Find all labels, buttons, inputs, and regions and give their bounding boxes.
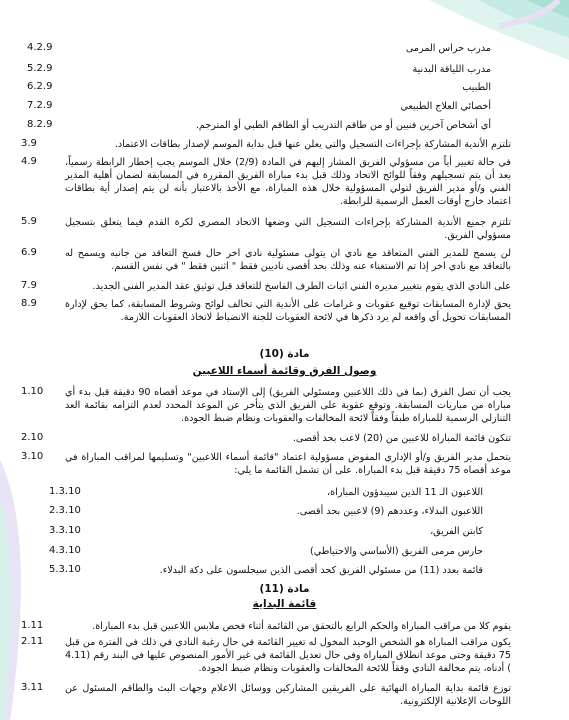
item-number: 1.3.10 <box>49 486 81 497</box>
item-number: 6.9 <box>21 247 37 258</box>
item-text: أي أشخاص آخرين فنيين أو من طاقم التدريب أو الطاقم الطبي أو المترجم. <box>195 120 491 131</box>
item-text: يقوم كلا من مراقب المباراة والحكم الرابع بالتحقق من القائمة أثناء فحص ملابس اللاعبين قبل بدء المباراة. <box>92 621 511 632</box>
item-number: 2.11 <box>21 636 44 647</box>
list-item <box>49 545 483 558</box>
item-number: 6.2.9 <box>27 81 53 92</box>
list-item <box>21 682 511 708</box>
item-text: تلتزم جميع الأندية المشاركة بإجراءات التسجيل التي وضعها الاتحاد المصري لكرة القدم فيما يتعلق بتسجيل مسؤولي الفريق. <box>65 217 511 241</box>
item-text: اللاعبون البدلاء، وعددهم (9) لاعبين بحد أقصى. <box>296 506 483 517</box>
list-item <box>27 119 491 132</box>
list-item <box>49 525 483 538</box>
item-text: مدرب اللياقة البدنية <box>412 64 491 75</box>
item-text: اللاعبون الـ 11 الذين سيبدؤون المباراة، <box>327 487 483 498</box>
list-item <box>21 451 511 477</box>
article-title: مادة (10) <box>259 348 310 360</box>
item-text: يحق لإدارة المسابقات توقيع عقوبات و غرامات على الأندية التي تخالف لوائح وشروط المسابقة، كما يحق لإدارة المسابقات تحويل أي واقعه لم يرد ذكرها في لائحة العقوبات للجنة الانضباط لاتخاذ العقوبات اللازمة. <box>65 299 511 323</box>
list-item <box>21 432 511 445</box>
item-text: الطبيب <box>462 82 491 93</box>
item-number: 2.3.10 <box>49 505 81 516</box>
list-item <box>27 63 491 76</box>
item-text: تتكون قائمة المباراة للاعبين من (20) لاعب بحد أقصى. <box>292 433 511 444</box>
item-text: توزع قائمة بداية المباراة النهائية على الفريقين المشاركين ووسائل الاعلام وجهات البث والطاقم المسئول عن اللوحات الإعلانية الإلكترونية. <box>65 683 511 707</box>
item-text: يجب أن تصل الفرق (بما في ذلك اللاعبين ومسئولي الفريق) إلى الإستاد في موعد أقصاه 90 دقيقة قبل بدء أي مباراة من مباريات المسابقة. وتوقع عقوبة على الفريق الذي يتأخر عن الموعد المحدد لعدم التزامه بقائمة العد التنازلي الرسمية للمباراة طبقاً وفقاً لائحة المخالفات والعقوبات ونظام ضبط الجودة. <box>65 387 512 424</box>
item-number: 5.2.9 <box>27 63 53 74</box>
item-text: لن يسمح للمدير الفني المتعاقد مع نادي ان يتولى مسئولية نادي اخر حال فسخ التعاقد من جانبه ويسمح له بالتعاقد مع نادي اخر إذا تم الاستغناء عنه وذلك بحد أقصى ناديين فقط " اثنين فقط " في نفس القسم. <box>65 248 511 272</box>
item-number: 5.9 <box>21 216 37 227</box>
item-number: 8.9 <box>21 298 37 309</box>
list-item <box>21 636 511 675</box>
item-number: 4.3.10 <box>49 545 81 556</box>
item-number: 2.10 <box>21 432 44 443</box>
item-number: 7.9 <box>21 280 37 291</box>
item-number: 3.10 <box>21 451 44 462</box>
list-item <box>27 81 491 94</box>
list-item <box>21 138 511 151</box>
item-text: يتحمل مدير الفريق و/أو الإداري المفوض مسؤولية اعتماد "قائمة أسماء اللاعبين" وتسليمها لمراقب المباراة في موعد أقصاه 75 دقيقة قبل بدء المباراة. على أن تشمل القائمة ما يلي: <box>65 452 511 476</box>
item-text: على النادي الذي يقوم بتغيير مديره الفني اثبات الطرف الفاسخ للتعاقد قبل توثيق عقد المدير الفني الجديد. <box>92 281 511 292</box>
item-text: يكون مراقب المباراة هو الشخص الوحيد المخول له تغيير القائمة في حال رغبة النادي في ذلك في الفترة من قبل 75 دقيقة وحتى موعد انطلاق المباراة وفي حال تعديل القائمة في غير الأمور المنصوص عليها في البند رقم (4.11 ) أدناه، يتم مخالفة النادي وفقاً للائحة المخالفات والعقوبات ونظام ضبط الجودة. <box>65 637 511 674</box>
list-item <box>21 156 512 208</box>
article-title: مادة (11) <box>259 583 310 595</box>
list-item <box>27 42 491 55</box>
article-subtitle: وصول الفرق وقائمة أسماء اللاعبين <box>192 365 377 377</box>
item-number: 1.11 <box>21 620 44 631</box>
item-number: 3.3.10 <box>49 525 81 536</box>
list-item <box>21 386 512 425</box>
item-number: 5.3.10 <box>49 564 81 575</box>
list-item <box>49 564 483 577</box>
list-item <box>27 100 491 113</box>
item-text: حارس مرمى الفريق (الأساسي والاحتياطي) <box>309 546 483 557</box>
item-text: في حالة تغيير أياً من مسؤولي الفريق المشار إليهم في المادة (2/9) خلال الموسم يجب إخطار الرابطة رسمياً، بعد أن يتم تسجيلهم وفقاً للوائح الاتحاد وذلك قبل بدء مباراة الفريق المقررة في المسابقة لضمان أهلية المدير الفني و/أو مدير الفريق لتولي المسؤولية خلال هذه المباراة، مع الأخذ بالاعتبار بأنه لن يتم إصدار أية بطاقات اعتماد خارج أوقات العمل الرسمية للرابطة. <box>65 157 512 207</box>
item-number: 3.11 <box>21 682 44 693</box>
article-subtitle: قائمة البداية <box>252 598 317 610</box>
list-item <box>21 280 511 293</box>
item-text: تلتزم الأندية المشاركة بإجراءات التسجيل والتي يعلن عنها قبل بداية الموسم لإصدار بطاقات الاعتماد. <box>114 139 511 150</box>
list-item <box>21 298 511 324</box>
item-text: مدرب حراس المرمى <box>405 43 491 54</box>
list-item <box>21 216 511 242</box>
item-text: أخصائي العلاج الطبيعي <box>400 101 491 112</box>
item-number: 3.9 <box>21 138 37 149</box>
item-number: 7.2.9 <box>27 100 53 111</box>
item-number: 1.10 <box>21 386 44 397</box>
list-item <box>49 486 483 499</box>
list-item <box>21 247 511 273</box>
item-number: 8.2.9 <box>27 119 53 130</box>
item-text: قائمة بعدد (11) من مسئولي الفريق كحد أقصى الذين سيجلسون على دكة البدلاء. <box>159 565 483 576</box>
item-number: 4.2.9 <box>27 42 53 53</box>
item-text: كابتن الفريق، <box>430 526 483 537</box>
list-item <box>49 505 483 518</box>
list-item <box>21 620 511 633</box>
item-number: 4.9 <box>21 156 37 167</box>
